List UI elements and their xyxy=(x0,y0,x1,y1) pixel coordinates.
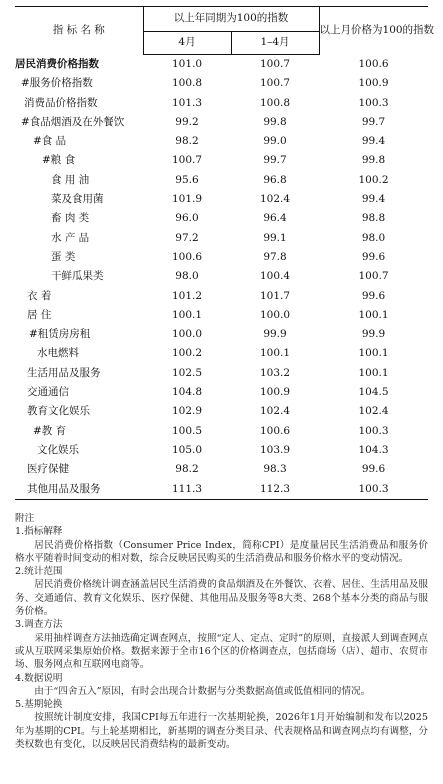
row-ytd-index: 99.9 xyxy=(263,328,287,341)
table-row xyxy=(15,480,428,500)
row-ytd-index: 100.4 xyxy=(259,270,291,283)
table-row xyxy=(15,364,428,383)
row-name: 文化娱乐 xyxy=(37,443,79,456)
table-row xyxy=(15,344,428,363)
row-mom-index: 100.9 xyxy=(358,77,389,90)
note-4-body: 由于“四舍五入”原因，有时会出现合计数据与分类数据高值或低值相同的情况。 xyxy=(34,685,371,697)
row-name: 教育文化娱乐 xyxy=(27,405,90,418)
note-3-title: 3.调查方法 xyxy=(15,619,63,631)
row-month-index: 100.8 xyxy=(171,77,203,90)
cpi-table-body xyxy=(15,55,428,500)
row-mom-index: 99.4 xyxy=(361,135,386,148)
row-month-index: 98.2 xyxy=(175,135,199,148)
row-month-index: 95.6 xyxy=(175,173,199,186)
row-ytd-index: 97.8 xyxy=(263,250,287,263)
row-month-index: 98.0 xyxy=(175,270,199,283)
row-mom-index: 98.0 xyxy=(361,231,386,244)
note-1-body: 居民消费价格指数（Consumer Price Index，简称CPI）是度量居民生活消费品和服务价格水平随着时间变动的相对数，综合反映居民购买的生活消费品和服务价格水平的变动情况。 xyxy=(15,539,428,564)
row-mom-index: 100.1 xyxy=(358,308,389,321)
header-month: 4月 xyxy=(143,32,231,55)
row-month-index: 101.9 xyxy=(171,193,203,206)
row-mom-index: 100.3 xyxy=(358,96,389,109)
row-month-index: 102.5 xyxy=(171,366,203,379)
notes-section xyxy=(15,512,428,751)
row-mom-index: 99.6 xyxy=(361,250,386,263)
table-row xyxy=(15,132,428,151)
row-mom-index: 99.6 xyxy=(361,463,386,476)
cpi-table xyxy=(15,6,435,500)
note-2-title: 2.统计范围 xyxy=(15,566,63,578)
row-ytd-index: 99.8 xyxy=(263,115,287,128)
table-row xyxy=(15,441,428,460)
header-prev-month-group: 以上月价格为100的指数 xyxy=(319,7,428,55)
row-mom-index: 100.6 xyxy=(358,57,389,70)
row-ytd-index: 103.2 xyxy=(259,366,291,379)
row-month-index: 98.2 xyxy=(175,463,199,476)
row-name: 衣 着 xyxy=(27,289,52,302)
row-month-index: 105.0 xyxy=(171,443,203,456)
row-ytd-index: 99.7 xyxy=(263,154,287,167)
table-row xyxy=(15,55,428,75)
table-row xyxy=(15,306,428,325)
table-row xyxy=(15,113,428,132)
row-month-index: 111.3 xyxy=(143,480,231,500)
row-name: 菜及食用菌 xyxy=(51,193,104,206)
row-ytd-index: 103.9 xyxy=(259,443,291,456)
row-ytd-index: 100.7 xyxy=(259,58,291,70)
table-row xyxy=(15,209,428,228)
row-mom-index: 100.7 xyxy=(358,270,389,283)
row-name: 交通通信 xyxy=(27,386,69,399)
row-mom-index: 99.9 xyxy=(361,328,386,341)
header-ytd: 1–4月 xyxy=(231,32,319,55)
table-row xyxy=(15,402,428,421)
row-name: 医疗保健 xyxy=(27,463,69,476)
row-mom-index: 100.3 xyxy=(358,424,389,437)
row-month-index: 102.9 xyxy=(171,405,203,418)
row-name: 水电燃料 xyxy=(37,347,79,360)
row-name: 其他用品及服务 xyxy=(15,480,143,500)
row-ytd-index: 100.0 xyxy=(259,308,291,321)
row-mom-index: 98.8 xyxy=(361,212,386,225)
row-name: #租赁房房租 xyxy=(29,328,91,341)
row-month-index: 100.1 xyxy=(171,308,203,321)
table-row xyxy=(15,422,428,441)
row-name: 水 产 品 xyxy=(51,231,90,244)
row-month-index: 104.8 xyxy=(171,386,203,399)
row-month-index: 100.0 xyxy=(171,328,203,341)
row-ytd-index: 99.0 xyxy=(263,135,287,148)
row-name: #食 品 xyxy=(33,135,67,148)
row-ytd-index: 100.9 xyxy=(259,386,291,399)
row-name: #粮 食 xyxy=(42,154,76,167)
row-month-index: 100.6 xyxy=(171,250,203,263)
table-row xyxy=(15,151,428,170)
row-month-index: 100.5 xyxy=(171,424,203,437)
row-mom-index: 99.8 xyxy=(361,154,386,167)
row-name: 消费品价格指数 xyxy=(24,96,98,109)
row-name: 蛋 类 xyxy=(51,250,76,263)
row-ytd-index: 99.1 xyxy=(263,231,287,244)
row-mom-index: 99.7 xyxy=(361,115,386,128)
table-row xyxy=(15,325,428,344)
row-name: 畜 肉 类 xyxy=(51,212,90,225)
table-row xyxy=(15,383,428,402)
row-mom-index: 99.6 xyxy=(361,289,386,302)
row-month-index: 101.3 xyxy=(171,96,203,109)
table-row xyxy=(15,94,428,113)
row-mom-index: 102.4 xyxy=(358,405,389,418)
row-mom-index: 100.1 xyxy=(358,347,389,360)
table-row xyxy=(15,171,428,190)
row-name: 居 住 xyxy=(27,308,52,321)
row-month-index: 101.0 xyxy=(171,58,203,70)
row-month-index: 100.2 xyxy=(171,347,203,360)
table-row xyxy=(15,190,428,209)
row-ytd-index: 96.8 xyxy=(263,173,287,186)
table-row xyxy=(15,460,428,479)
row-ytd-index: 100.8 xyxy=(259,96,291,109)
row-ytd-index: 100.6 xyxy=(259,424,291,437)
row-mom-index: 104.5 xyxy=(358,386,389,399)
note-5-title: 5.基期轮换 xyxy=(15,699,63,711)
row-ytd-index: 100.7 xyxy=(259,77,291,90)
row-name: 生活用品及服务 xyxy=(27,366,101,379)
note-5-body: 按照统计制度安排，我国CPI每五年进行一次基期轮换，2026年1月开始编制和发布以2025年为基期的CPI。与上轮基期相比，新基期的调查分类目录、代表规格品和调查网点均有调整，分类权数也有变化，以反映居民消费结构的最新变动。 xyxy=(15,712,428,751)
row-mom-index: 100.1 xyxy=(358,366,389,379)
row-mom-index: 100.3 xyxy=(319,480,428,500)
row-ytd-index: 100.1 xyxy=(259,347,291,360)
header-indicator-name: 指 标 名 称 xyxy=(15,7,143,55)
row-ytd-index: 98.3 xyxy=(263,463,287,476)
row-name: 干鲜瓜果类 xyxy=(51,270,104,283)
row-ytd-index: 102.4 xyxy=(259,405,291,418)
header-prev-year-group: 以上年同期为100的指数 xyxy=(143,7,319,32)
cpi-table-container xyxy=(15,6,435,500)
row-ytd-index: 101.7 xyxy=(259,289,291,302)
row-ytd-index: 102.4 xyxy=(259,193,291,206)
table-row xyxy=(15,229,428,248)
row-name: 食 用 油 xyxy=(51,173,90,186)
row-ytd-index: 96.4 xyxy=(263,212,287,225)
table-row xyxy=(15,287,428,306)
row-mom-index: 100.2 xyxy=(358,173,389,186)
row-name: #服务价格指数 xyxy=(21,77,93,90)
note-2-body: 居民消费价格统计调查涵盖居民生活消费的食品烟酒及在外餐饮、衣着、居住、生活用品及服务、交通通信、教育文化娱乐、医疗保健、其他用品及服务等8大类、268个基本分类的商品与服务价格。 xyxy=(15,579,428,618)
row-month-index: 97.2 xyxy=(175,231,199,244)
row-mom-index: 104.3 xyxy=(358,443,389,456)
table-row xyxy=(15,74,428,93)
notes-heading: 附注 xyxy=(15,513,35,524)
table-row xyxy=(15,267,428,286)
row-month-index: 99.2 xyxy=(175,115,199,128)
row-ytd-index: 112.3 xyxy=(231,480,319,500)
table-row xyxy=(15,248,428,267)
row-mom-index: 99.4 xyxy=(361,193,386,206)
row-name: #教 育 xyxy=(33,424,67,437)
row-name: 居民消费价格指数 xyxy=(15,57,99,70)
row-month-index: 96.0 xyxy=(175,212,199,225)
note-1-title: 1.指标解释 xyxy=(15,526,63,538)
note-4-title: 4.数据说明 xyxy=(15,672,63,684)
note-3-body: 采用抽样调查方法抽选确定调查网点，按照“定人、定点、定时”的原则，直接派人到调查网点或从互联网采集原始价格。数据来源于全市16个区的价格调查点，包括商场（店）、超市、农贸市场、服务网点和互联网电商等。 xyxy=(15,632,428,671)
row-name: #食品烟酒及在外餐饮 xyxy=(21,115,125,128)
row-month-index: 101.2 xyxy=(171,289,203,302)
row-month-index: 100.7 xyxy=(171,154,203,167)
